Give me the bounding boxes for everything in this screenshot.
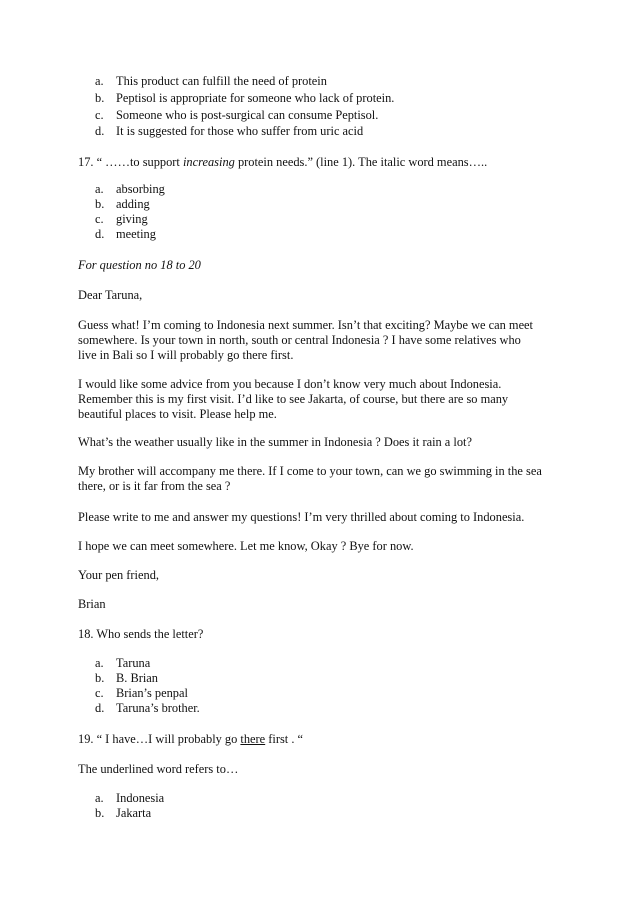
option-text: absorbing xyxy=(116,182,165,196)
letter-greeting: Dear Taruna, xyxy=(78,288,143,302)
option-text: Taruna xyxy=(116,656,151,670)
letter-p5-line1: Please write to me and answer my questions! I’m very thrilled about coming to Indonesia. xyxy=(78,510,525,524)
option-letter: b. xyxy=(95,806,105,820)
section-heading: For question no 18 to 20 xyxy=(78,258,201,272)
q17-italic-word: increasing xyxy=(182,155,235,169)
q19-question xyxy=(78,732,303,747)
option-letter: a. xyxy=(95,74,104,88)
option-text: adding xyxy=(116,197,150,211)
option-text: Taruna’s brother. xyxy=(116,701,200,715)
option-text: B. Brian xyxy=(116,671,158,685)
option-letter: a. xyxy=(95,656,104,670)
letter-signature: Brian xyxy=(78,597,106,611)
option-letter: c. xyxy=(95,108,104,122)
option-letter: a. xyxy=(95,791,104,805)
option-letter: b. xyxy=(95,671,105,685)
q17-suffix: protein needs.” (line 1). The italic word means….. xyxy=(234,155,488,169)
option-text: giving xyxy=(116,212,148,226)
option-text: meeting xyxy=(116,227,156,241)
q19-stem: The underlined word refers to… xyxy=(78,762,239,776)
letter-p4-line2: there, or is it far from the sea ? xyxy=(78,479,231,493)
letter-p6-line1: I hope we can meet somewhere. Let me know, Okay ? Bye for now. xyxy=(78,539,414,553)
option-letter: c. xyxy=(95,686,104,700)
option-text: Indonesia xyxy=(116,791,165,805)
letter-p1-line2: somewhere. Is your town in north, south or central Indonesia ? I have some relatives who xyxy=(78,333,521,347)
letter-p4-line1: My brother will accompany me there. If I come to your town, can we go swimming in the sea xyxy=(78,464,542,478)
letter-closing: Your pen friend, xyxy=(78,568,159,582)
option-text: Jakarta xyxy=(116,806,152,820)
letter-p1-line1: Guess what! I’m coming to Indonesia next summer. Isn’t that exciting? Maybe we can meet xyxy=(78,318,534,332)
q17-question xyxy=(78,155,487,170)
option-text: This product can fulfill the need of protein xyxy=(116,74,327,88)
option-text: Peptisol is appropriate for someone who lack of protein. xyxy=(116,91,395,105)
option-letter: d. xyxy=(95,227,105,241)
q19-suffix: first . “ xyxy=(265,732,304,746)
option-text: Brian’s penpal xyxy=(116,686,188,700)
letter-p2-line2: Remember this is my first visit. I’d like to see Jakarta, of course, but there are so many xyxy=(78,392,509,406)
letter-p2-line1: I would like some advice from you because I don’t know very much about Indonesia. xyxy=(78,377,502,391)
q19-underlined-word: there xyxy=(240,732,266,746)
option-letter: b. xyxy=(95,91,105,105)
option-letter: b. xyxy=(95,197,105,211)
option-letter: a. xyxy=(95,182,104,196)
option-letter: d. xyxy=(95,124,105,138)
option-letter: c. xyxy=(95,212,104,226)
option-text: It is suggested for those who suffer from uric acid xyxy=(116,124,364,138)
option-text: Someone who is post-surgical can consume Peptisol. xyxy=(116,108,379,122)
q17-prefix: 17. “ ……to support xyxy=(78,155,183,169)
letter-p1-line3: live in Bali so I will probably go there first. xyxy=(78,348,294,362)
letter-p3-line1: What’s the weather usually like in the summer in Indonesia ? Does it rain a lot? xyxy=(78,435,472,449)
q19-prefix: 19. “ I have…I will probably go xyxy=(78,732,241,746)
option-letter: d. xyxy=(95,701,105,715)
letter-p2-line3: beautiful places to visit. Please help me. xyxy=(78,407,277,421)
q18-question: 18. Who sends the letter? xyxy=(78,627,204,641)
